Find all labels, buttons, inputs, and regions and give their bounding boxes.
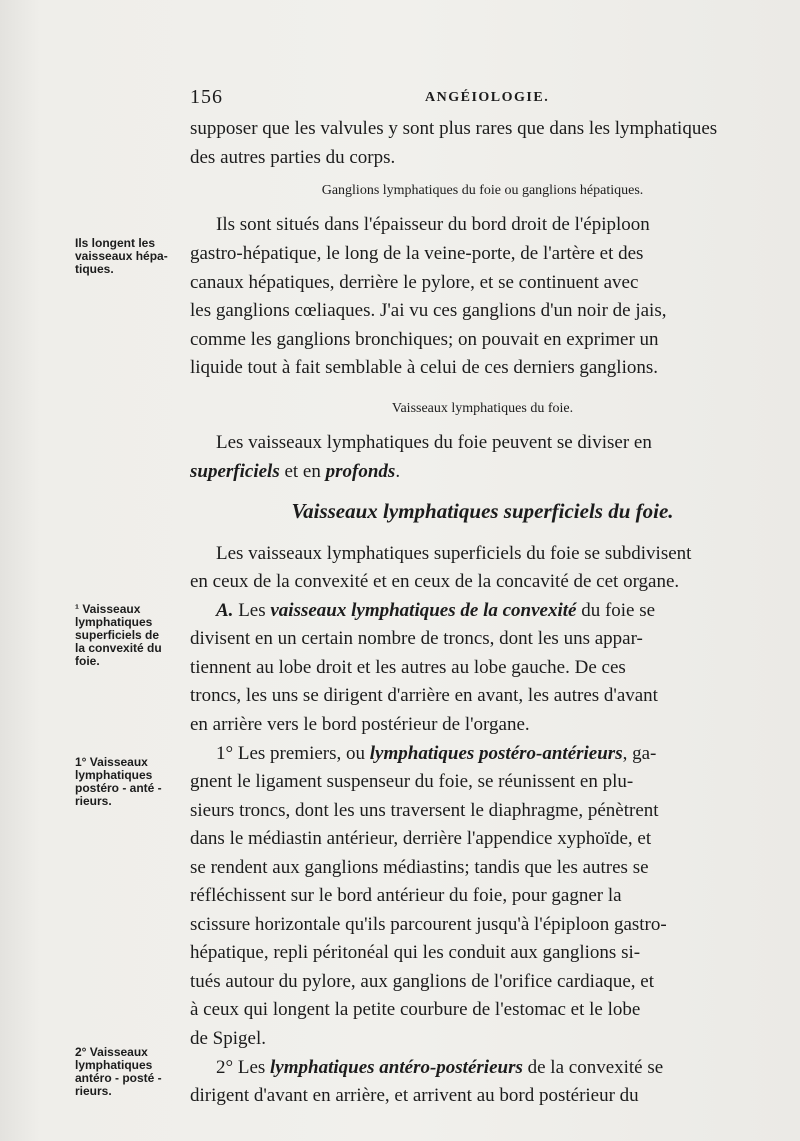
text-span: 1° Les premiers, ou xyxy=(216,743,370,764)
margin-note xyxy=(75,1046,185,1098)
term-superficiels: superficiels xyxy=(190,461,280,482)
margin-note-line: vaisseaux hépa- xyxy=(75,249,168,263)
text-line: Les vaisseaux lymphatiques du foie peuvent se diviser en xyxy=(216,432,652,453)
margin-note-line: la convexité du xyxy=(75,641,162,655)
term-profonds: profonds xyxy=(325,461,396,482)
running-title: ANGÉIOLOGIE. xyxy=(425,90,550,105)
text-line: gnent le ligament suspenseur du foie, se réunissent en plu- xyxy=(190,771,634,792)
margin-note-line: 1° Vaisseaux xyxy=(75,755,148,769)
margin-note-line: superficiels de xyxy=(75,628,160,642)
text-line xyxy=(190,741,775,767)
paragraph-letter: A. xyxy=(216,600,234,621)
text-line xyxy=(190,459,775,485)
text-line: sieurs troncs, dont les uns traversent le diaphragme, pénètrent xyxy=(190,800,659,821)
text-line: troncs, les uns se dirigent d'arrière en avant, les autres d'avant xyxy=(190,685,658,706)
term-convexite: vaisseaux lymphatiques de la convexité xyxy=(270,600,577,621)
text-line: tués autour du pylore, aux ganglions de l'orifice cardiaque, et xyxy=(190,971,655,992)
margin-note-line: ¹ Vaisseaux xyxy=(75,602,141,616)
margin-note-line: foie. xyxy=(75,654,100,668)
text-line: les ganglions cœliaques. J'ai vu ces ganglions d'un noir de jais, xyxy=(190,300,667,321)
text-span: et en xyxy=(279,461,326,482)
margin-note-line: 2° Vaisseaux xyxy=(75,1045,148,1059)
text-span: Les xyxy=(233,600,271,621)
text-line: de Spigel. xyxy=(190,1028,266,1049)
margin-note-line: antéro - posté - xyxy=(75,1071,162,1085)
text-line: des autres parties du corps. xyxy=(190,147,396,168)
text-span: de la convexité se xyxy=(522,1057,664,1078)
margin-note-line: lymphatiques xyxy=(75,768,153,782)
text-line xyxy=(190,1055,775,1081)
term-postero-anterieurs: lymphatiques postéro-antérieurs xyxy=(369,743,623,764)
text-line: hépatique, repli péritonéal qui les conduit aux ganglions si- xyxy=(190,942,641,963)
page-number: 156 xyxy=(190,86,223,108)
margin-note-line: rieurs. xyxy=(75,1084,112,1098)
text-line: tiennent au lobe droit et les autres au lobe gauche. De ces xyxy=(190,657,626,678)
term-antero-posterieurs: lymphatiques antéro-postérieurs xyxy=(270,1057,523,1078)
text-line: dirigent d'avant en arrière, et arrivent au bord postérieur du xyxy=(190,1085,639,1106)
ganglions-heading: Ganglions lymphatiques du foie ou ganglions hépatiques. xyxy=(321,183,644,198)
text-span: du foie se xyxy=(576,600,656,621)
text-line: se rendent aux ganglions médiastins; tandis que les autres se xyxy=(190,857,649,878)
text-line xyxy=(190,598,775,624)
text-line: Les vaisseaux lymphatiques superficiels du foie se subdivisent xyxy=(216,543,692,564)
text-line: à ceux qui longent la petite courbure de l'estomac et le lobe xyxy=(190,999,641,1020)
text-line: comme les ganglions bronchiques; on pouvait en exprimer un xyxy=(190,329,659,350)
text-line: en arrière vers le bord postérieur de l'organe. xyxy=(190,714,530,735)
margin-note xyxy=(75,756,185,808)
margin-note-line: tiques. xyxy=(75,262,114,276)
text-line: canaux hépatiques, derrière le pylore, et se continuent avec xyxy=(190,272,639,293)
text-line: liquide tout à fait semblable à celui de ces derniers ganglions. xyxy=(190,357,658,378)
text-span: 2° Les xyxy=(216,1057,271,1078)
text-span: . xyxy=(395,461,401,482)
vaisseaux-heading: Vaisseaux lymphatiques du foie. xyxy=(391,401,574,416)
section-title: Vaisseaux lymphatiques superficiels du foie. xyxy=(291,499,674,523)
text-line: gastro-hépatique, le long de la veine-porte, de l'artère et des xyxy=(190,243,644,264)
text-line: supposer que les valvules y sont plus rares que dans les lymphatiques xyxy=(190,118,718,139)
page-header xyxy=(190,86,775,110)
text-line: en ceux de la convexité et en ceux de la concavité de cet organe. xyxy=(190,571,680,592)
margin-note-line: rieurs. xyxy=(75,794,112,808)
text-line: scissure horizontale qu'ils parcourent jusqu'à l'épiploon gastro- xyxy=(190,914,667,935)
text-line: Ils sont situés dans l'épaisseur du bord droit de l'épiploon xyxy=(216,214,650,235)
text-line: réfléchissent sur le bord antérieur du foie, pour gagner la xyxy=(190,885,622,906)
text-span: , ga- xyxy=(622,743,657,764)
margin-note-line: postéro - anté - xyxy=(75,781,162,795)
margin-note xyxy=(75,603,185,668)
text-line: dans le médiastin antérieur, derrière l'appendice xyphoïde, et xyxy=(190,828,652,849)
margin-note xyxy=(75,237,185,276)
margin-note-line: lymphatiques xyxy=(75,1058,153,1072)
text-line: divisent en un certain nombre de troncs, dont les uns appar- xyxy=(190,628,643,649)
margin-note-line: lymphatiques xyxy=(75,615,153,629)
margin-note-line: Ils longent les xyxy=(75,236,156,250)
